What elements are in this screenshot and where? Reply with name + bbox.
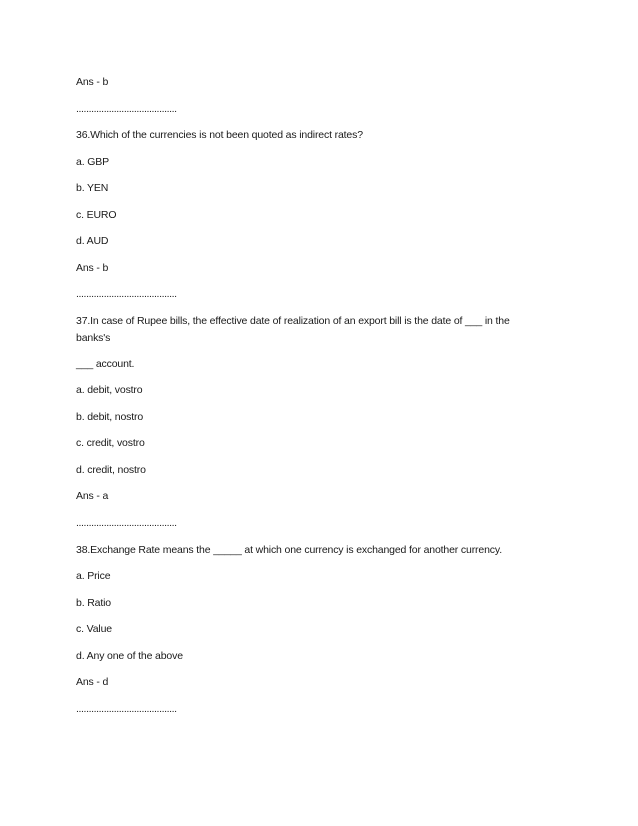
question-38: 38.Exchange Rate means the _____ at which one currency is exchanged for another currency.: [76, 544, 502, 556]
question-37-continuation: banks's: [76, 332, 111, 344]
answer-line: Ans - b: [76, 76, 109, 88]
answer-line: Ans - b: [76, 262, 109, 274]
option-d: d. AUD: [76, 235, 109, 247]
option-a: a. GBP: [76, 156, 109, 168]
answer-line: Ans - a: [76, 490, 109, 502]
option-c: c. EURO: [76, 209, 117, 221]
option-d: d. Any one of the above: [76, 650, 183, 662]
separator-line: ........................................: [76, 288, 177, 300]
separator-line: ........................................: [76, 517, 177, 529]
option-c: c. Value: [76, 623, 112, 635]
option-b: b. Ratio: [76, 597, 111, 609]
option-c: c. credit, vostro: [76, 437, 145, 449]
separator-line: ........................................: [76, 703, 177, 715]
option-b: b. YEN: [76, 182, 109, 194]
answer-line: Ans - d: [76, 676, 109, 688]
question-37-continuation: ___ account.: [76, 358, 135, 370]
separator-line: ........................................: [76, 103, 177, 115]
option-b: b. debit, nostro: [76, 411, 144, 423]
question-37: 37.In case of Rupee bills, the effective date of realization of an export bill is the date of ___ in the: [76, 315, 510, 327]
option-a: a. debit, vostro: [76, 384, 143, 396]
option-a: a. Price: [76, 570, 111, 582]
option-d: d. credit, nostro: [76, 464, 146, 476]
question-36: 36.Which of the currencies is not been quoted as indirect rates?: [76, 129, 363, 141]
